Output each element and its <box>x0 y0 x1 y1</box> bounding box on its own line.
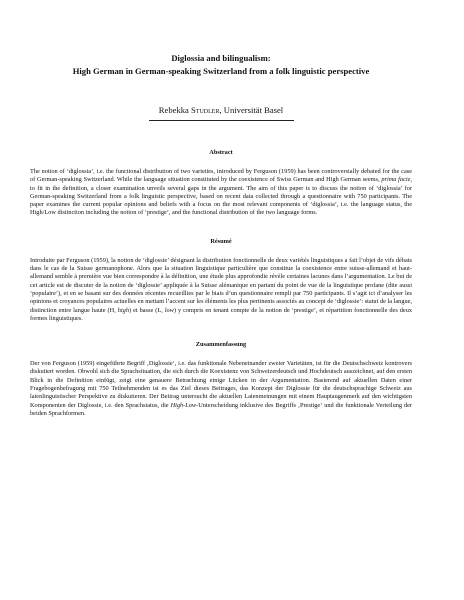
zusammenfassung-italic: High-Low <box>170 401 197 409</box>
resume-text-2: ) et basse (L, <box>128 306 165 314</box>
title-line-2: High German in German-speaking Switzerland from a folk linguistic perspective <box>72 66 370 76</box>
author-underline <box>149 120 294 121</box>
zusammenfassung-text-1: Der von Ferguson (1959) eingeführte Begriff ‚Diglossie‘, i.e. das funktionale Nebeneinander zweier Varietäten, ist für die Deutschschweiz kontrovers diskutiert worden. Obwohl sich die Sprachsituation, die sich durch die Koexistenz von Schweizerdeutsch und Hochdeutsch auszeichnet, auf den ersten Blick in die Definition einfügt, zeigt eine genauere Betrachtung einige Lücken in der Argumentation. Basierend auf aktuellen Daten einer Fragebogenbefragung mit 750 Teilnehmenden ist es das Ziel dieses Beitrages, das Konzept der Diglossie für die deutschsprachige Schweiz aus laienlinguistischer Perspektive zu diskutieren. Der Beitrag untersucht die aktuellen Laienmeinungen mit einem Hauptaugenmerk auf den wichtigsten Komponenten der Diglossie, i.e. den Sprachstatus, die <box>30 360 412 409</box>
abstract-italic: prima facie <box>381 176 411 184</box>
resume-text-3: ) y compris en tenant compte de la notion de ‘prestige’, et répartition fonctionnelle des deux formes linguistiques. <box>30 306 413 322</box>
zusammenfassung-text-2: -Unterscheidung inklusive des Begriffs ‚Prestige‘ und die funktionale Verteilung der beiden Sprachformen. <box>30 401 413 417</box>
zusammenfassung-section <box>30 341 412 418</box>
author-line <box>30 105 412 116</box>
author-first-name: Rebekka <box>158 105 192 115</box>
abstract-body <box>30 168 412 218</box>
abstract-text-2: , to fit in the definition, a closer examination unveils several gaps in the argument. The aim of this paper is to discuss the notion of ‘diglossia’ for German-speaking Switzerland from a folk linguistic perspective, based on recent data collected through a questionnaire with 750 participants. The paper examines the current popular opinions and beliefs with a focus on the most relevant components of ‘diglossia’, i.e. the language status, the High/Low distinction including the notion of ‘prestige’, and the functional distribution of the two language forms. <box>30 176 412 217</box>
abstract-heading: Abstract <box>209 149 233 156</box>
author-surname: Studler <box>191 105 220 115</box>
zusammenfassung-heading: Zusammenfassung <box>195 341 247 349</box>
resume-italic-1: high <box>117 306 129 314</box>
paper-title <box>30 52 412 78</box>
author-affiliation: , Universität Basel <box>219 105 284 115</box>
resume-heading: Résumé <box>210 237 232 245</box>
zusammenfassung-body <box>30 360 412 418</box>
abstract-section <box>30 149 412 218</box>
abstract-text-1: The notion of ‘diglossia’, i.e. the functional distribution of two varieties, introduced by Ferguson (1959) has been controversially debated for the case of German-speaking Switzerland. While the language situation constituted by the coexistence of Swiss German and High German seems, <box>30 168 412 184</box>
title-line-1: Diglossia and bilingualism: <box>171 53 271 63</box>
resume-italic-2: low <box>164 306 174 314</box>
resume-body <box>30 257 412 323</box>
resume-text-1: Introduite par Ferguson (1959), la notion de ‘diglossie’ désignant la distribution fonctionnelle de deux variétés linguistiques a fait l’objet de vifs débats dans le cas de la Suisse germanophone. Alors que la situation linguistique particulière que constitue la coexistence entre suisse-allemand et haut-allemand semble à première vue bien correspondre à la définition, une étude plus approfondie révèle certaines lacunes dans l’argumentation. Le but de cet article est de discuter de la notion de ‘diglossie’ appliquée à la Suisse alémanique en partant du point de vue de la linguistique profane (dite aussi ‘populaire’), et en se basant sur des données récentes recueillies par le biais d’un questionnaire rempli par 750 participants. Il s’agit ici d’analyser les opinions et croyances populaires actuelles en mettant l’accent sur les éléments les plus pertinents associés au concept de ‘diglossie’: statut de la langue, distinction entre langue haute (H, <box>30 256 412 314</box>
resume-section <box>30 238 412 323</box>
